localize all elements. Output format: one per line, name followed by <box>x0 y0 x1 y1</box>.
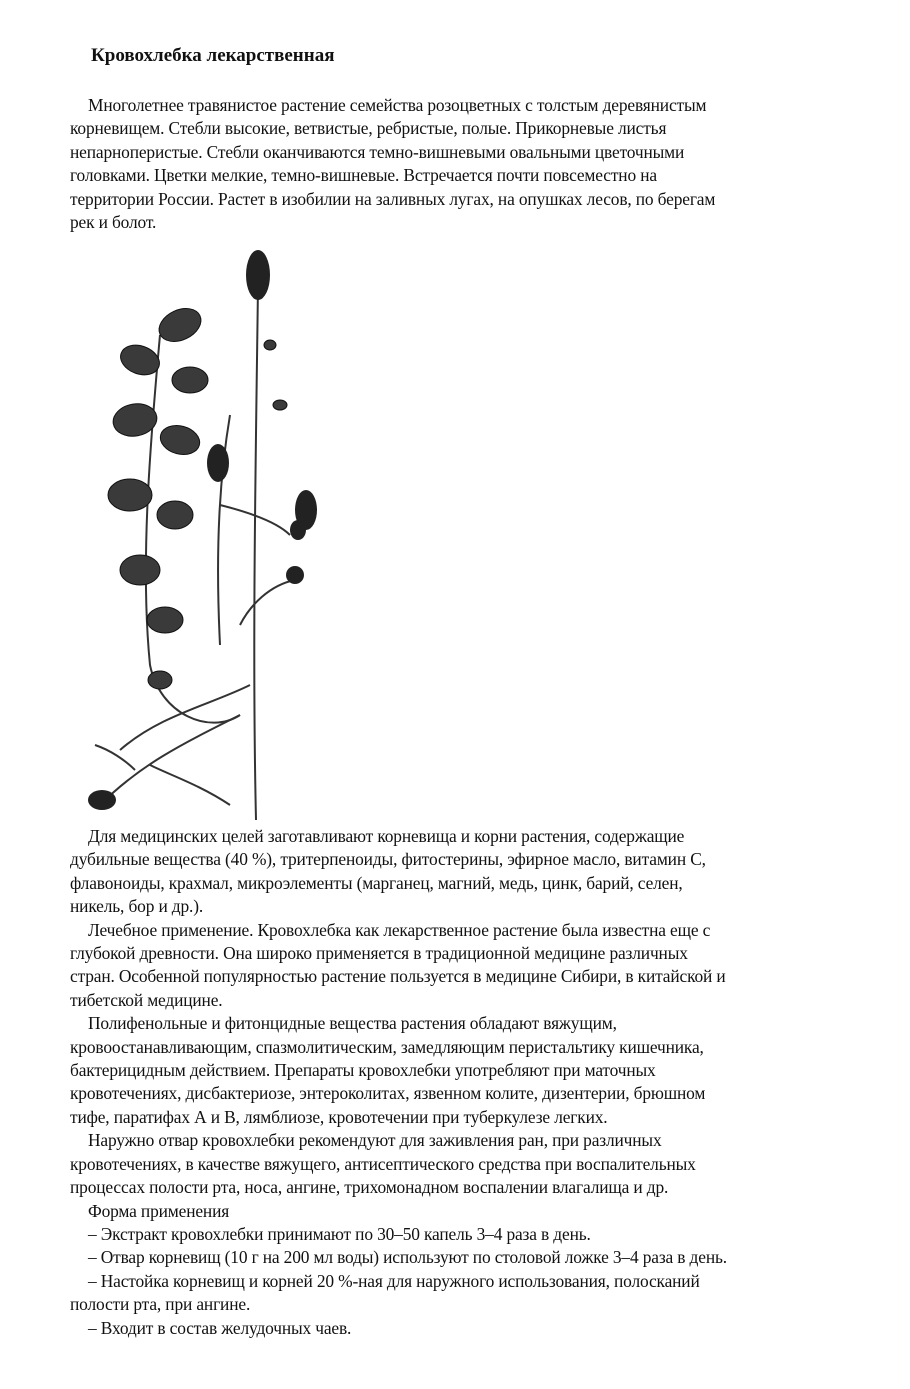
text-line: головками. Цветки мелкие, темно-вишневые. Встречается почти повсеместно на <box>70 165 657 186</box>
text-line: корневищем. Стебли высокие, ветвистые, ребристые, полые. Прикорневые листья <box>70 118 667 139</box>
body-text <box>70 825 727 1340</box>
text-line: – Настойка корневищ и корней 20 %-ная для наружного использования, полосканий <box>88 1270 700 1291</box>
text-line: кровотечениях, дисбактериозе, энтероколитах, язвенном колите, дизентерии, брюшном <box>70 1083 706 1104</box>
text-line: – Входит в состав желудочных чаев. <box>88 1317 352 1338</box>
intro-paragraph <box>70 94 715 234</box>
text-line: тифе, паратифах А и В, лямблиозе, кровотечении при туберкулезе легких. <box>70 1106 608 1127</box>
text-line: кровоостанавливающим, спазмолитическим, замедляющим перистальтику кишечника, <box>70 1036 704 1057</box>
text-line: никель, бор и др.). <box>70 896 204 917</box>
text-line: кровотечениях, в качестве вяжущего, антисептического средства при воспалительных <box>70 1153 696 1174</box>
text-line: Для медицинских целей заготавливают корневища и корни растения, содержащие <box>88 826 685 846</box>
text-line: Многолетнее травянистое растение семейства розоцветных с толстым деревянистым <box>88 95 707 115</box>
text-line: Полифенольные и фитонцидные вещества растения обладают вяжущим, <box>88 1013 617 1034</box>
text-line: Форма применения <box>88 1200 230 1221</box>
text-line: Лечебное применение. Кровохлебка как лекарственное растение была известна еще с <box>88 919 711 940</box>
text-line: глубокой древности. Она широко применяется в традиционной медицине различных <box>70 943 688 964</box>
plant-illustration <box>80 245 320 825</box>
text-line: рек и болот. <box>70 212 157 233</box>
text-line: дубильные вещества (40 %), тритерпеноиды, фитостерины, эфирное масло, витамин С, <box>70 849 706 870</box>
page-title: Кровохлебка лекарственная <box>91 45 335 66</box>
text-line: непарноперистые. Стебли оканчиваются темно-вишневыми овальными цветочными <box>70 141 685 162</box>
text-line: полости рта, при ангине. <box>70 1294 251 1315</box>
text-line: – Отвар корневищ (10 г на 200 мл воды) используют по столовой ложке 3–4 раза в день. <box>88 1247 727 1268</box>
text-line: стран. Особенной популярностью растение пользуется в медицине Сибири, в китайской и <box>70 966 726 987</box>
text-line: флавоноиды, крахмал, микроэлементы (марганец, магний, медь, цинк, барий, селен, <box>70 872 683 893</box>
text-line: Наружно отвар кровохлебки рекомендуют для заживления ран, при различных <box>88 1130 662 1151</box>
text-line: процессах полости рта, носа, ангине, трихомонадном воспалении влагалища и др. <box>70 1177 669 1198</box>
text-line: тибетской медицине. <box>70 989 223 1010</box>
text-line: территории России. Растет в изобилии на заливных лугах, на опушках лесов, по берегам <box>70 188 716 209</box>
text-line: бактерицидным действием. Препараты кровохлебки употребляют при маточных <box>70 1060 656 1081</box>
text-line: – Экстракт кровохлебки принимают по 30–50 капель 3–4 раза в день. <box>88 1223 591 1244</box>
